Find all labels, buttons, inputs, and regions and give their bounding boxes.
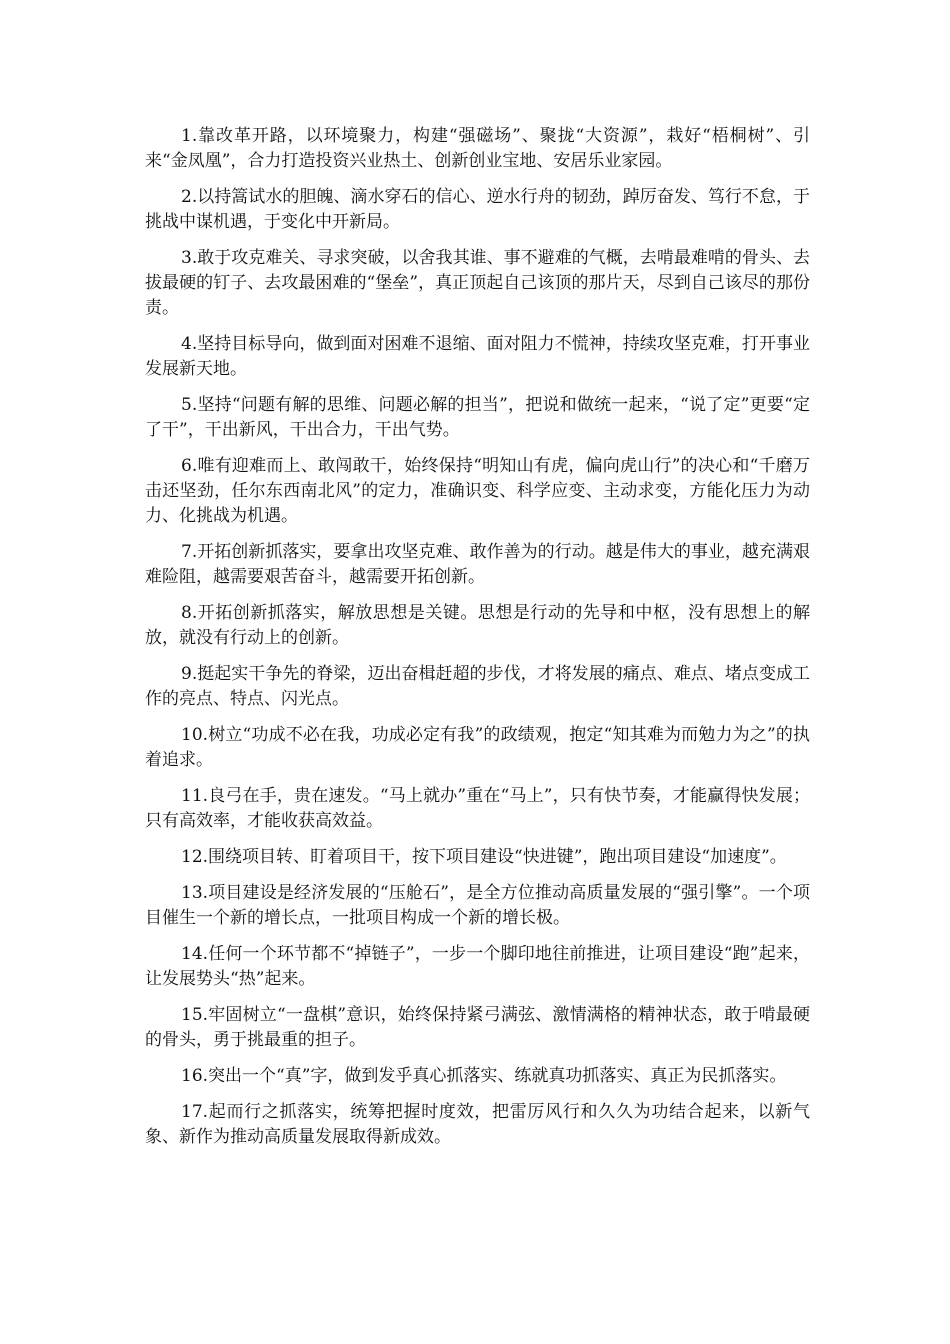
paragraph-8: 8.开拓创新抓落实，解放思想是关键。思想是行动的先导和中枢，没有思想上的解放，就没有行动上的创新。 <box>145 603 810 648</box>
paragraph-11: 11.良弓在手，贵在速发。“马上就办”重在“马上”，只有快节奏，才能赢得快发展；只有高效率，才能收获高效益。 <box>145 786 810 831</box>
paragraph-3: 3.敢于攻克难关、寻求突破，以舍我其谁、事不避难的气概，去啃最难啃的骨头、去拔最硬的钉子、去攻最困难的“堡垒”，真正顶起自己该顶的那片天，尽到自己该尽的那份责。 <box>145 248 810 318</box>
paragraph-1: 1.靠改革开路，以环境聚力，构建“强磁场”、聚拢“大资源”，栽好“梧桐树”、引来“金凤凰”，合力打造投资兴业热土、创新创业宝地、安居乐业家园。 <box>145 126 810 171</box>
document-page <box>145 124 810 1161</box>
paragraph-9: 9.挺起实干争先的脊梁，迈出奋楫赶超的步伐，才将发展的痛点、难点、堵点变成工作的亮点、特点、闪光点。 <box>145 664 810 709</box>
paragraph-17: 17.起而行之抓落实，统筹把握时度效，把雷厉风行和久久为功结合起来，以新气象、新作为推动高质量发展取得新成效。 <box>145 1102 810 1147</box>
paragraph-15: 15.牢固树立“一盘棋”意识，始终保持紧弓满弦、激情满格的精神状态，敢于啃最硬的骨头，勇于挑最重的担子。 <box>145 1005 810 1050</box>
paragraph-14: 14.任何一个环节都不“掉链子”，一步一个脚印地往前推进，让项目建设“跑”起来，让发展势头“热”起来。 <box>145 944 810 989</box>
paragraph-12: 12.围绕项目转、盯着项目干，按下项目建设“快进键”，跑出项目建设“加速度”。 <box>181 847 787 867</box>
paragraph-10: 10.树立“功成不必在我，功成必定有我”的政绩观，抱定“知其难为而勉力为之”的执着追求。 <box>145 725 810 770</box>
paragraph-7: 7.开拓创新抓落实，要拿出攻坚克难、敢作善为的行动。越是伟大的事业，越充满艰难险阻，越需要艰苦奋斗，越需要开拓创新。 <box>145 542 810 587</box>
paragraph-5: 5.坚持“问题有解的思维、问题必解的担当”，把说和做统一起来，“说了定”更要“定了干”，干出新风，干出合力，干出气势。 <box>145 395 810 440</box>
paragraph-13: 13.项目建设是经济发展的“压舱石”，是全方位推动高质量发展的“强引擎”。一个项目催生一个新的增长点，一批项目构成一个新的增长极。 <box>145 883 810 928</box>
paragraph-2: 2.以持篙试水的胆魄、滴水穿石的信心、逆水行舟的韧劲，踔厉奋发、笃行不怠，于挑战中谋机遇，于变化中开新局。 <box>145 187 810 232</box>
paragraph-6: 6.唯有迎难而上、敢闯敢干，始终保持“明知山有虎，偏向虎山行”的决心和“千磨万击还坚劲，任尔东西南北风”的定力，准确识变、科学应变、主动求变，方能化压力为动力、化挑战为机遇。 <box>145 456 810 526</box>
paragraph-4: 4.坚持目标导向，做到面对困难不退缩、面对阻力不慌神，持续攻坚克难，打开事业发展新天地。 <box>145 334 810 379</box>
paragraph-16: 16.突出一个“真”字，做到发乎真心抓落实、练就真功抓落实、真正为民抓落实。 <box>181 1066 787 1086</box>
